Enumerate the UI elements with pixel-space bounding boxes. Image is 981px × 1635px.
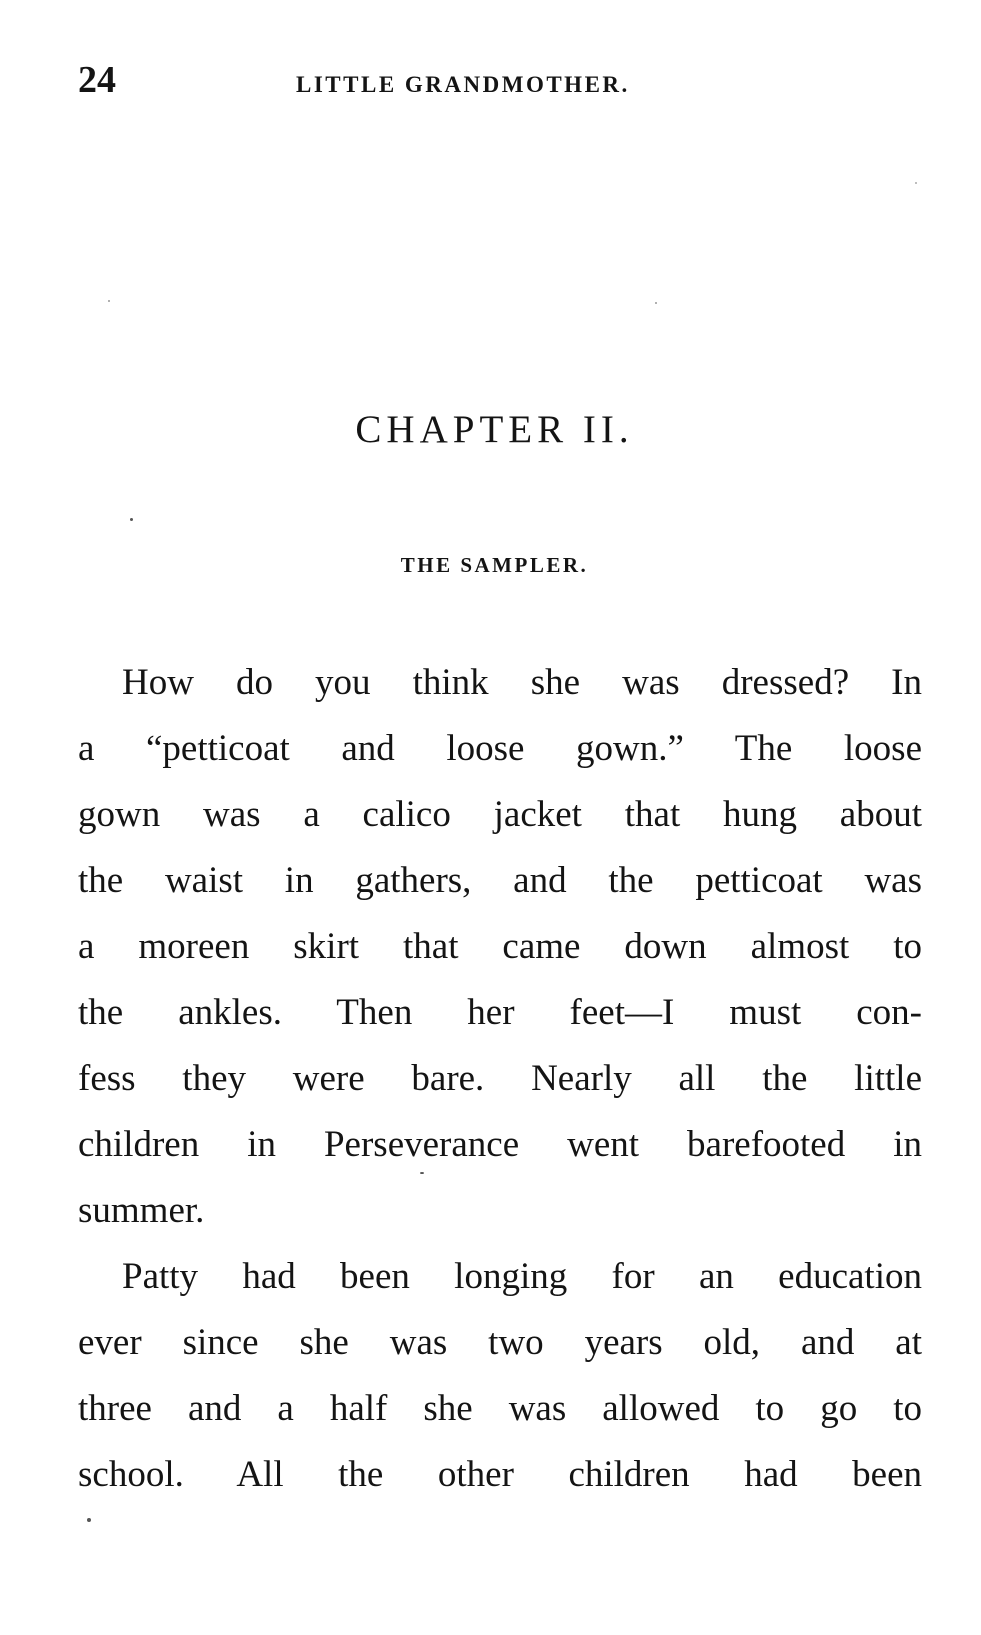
paragraph-1 [78,650,922,1244]
body-text [78,650,922,1508]
text-line: Patty had been longing for an education [122,1256,922,1297]
text-line: a moreen skirt that came down almost to [78,926,922,967]
paragraph-2 [78,1244,922,1508]
text-line: gown was a calico jacket that hung about [78,794,922,835]
scan-speck [108,300,110,302]
scan-speck [130,518,133,521]
text-line: children in Perseverance went barefooted in [78,1124,922,1165]
scan-speck [420,1172,424,1174]
scan-speck [655,302,657,304]
text-line: the waist in gathers, and the petticoat was [78,860,922,901]
text-line: How do you think she was dressed? In [122,662,922,703]
chapter-title: CHAPTER II. [355,408,634,451]
scan-speck [87,1518,91,1522]
text-line: fess they were bare. Nearly all the little [78,1058,922,1099]
text-line: the ankles. Then her feet—I must con- [78,992,922,1033]
text-line: summer. [78,1190,205,1231]
text-line: school. All the other children had been [78,1454,922,1495]
chapter-subtitle: THE SAMPLER. [400,553,589,577]
page-number: 24 [78,59,116,101]
text-line: three and a half she was allowed to go to [78,1388,922,1429]
running-title: LITTLE GRANDMOTHER. [296,72,630,97]
scan-speck [915,182,917,184]
text-line: a “petticoat and loose gown.” The loose [78,728,922,769]
text-line: ever since she was two years old, and at [78,1322,922,1363]
page-header [78,55,903,105]
